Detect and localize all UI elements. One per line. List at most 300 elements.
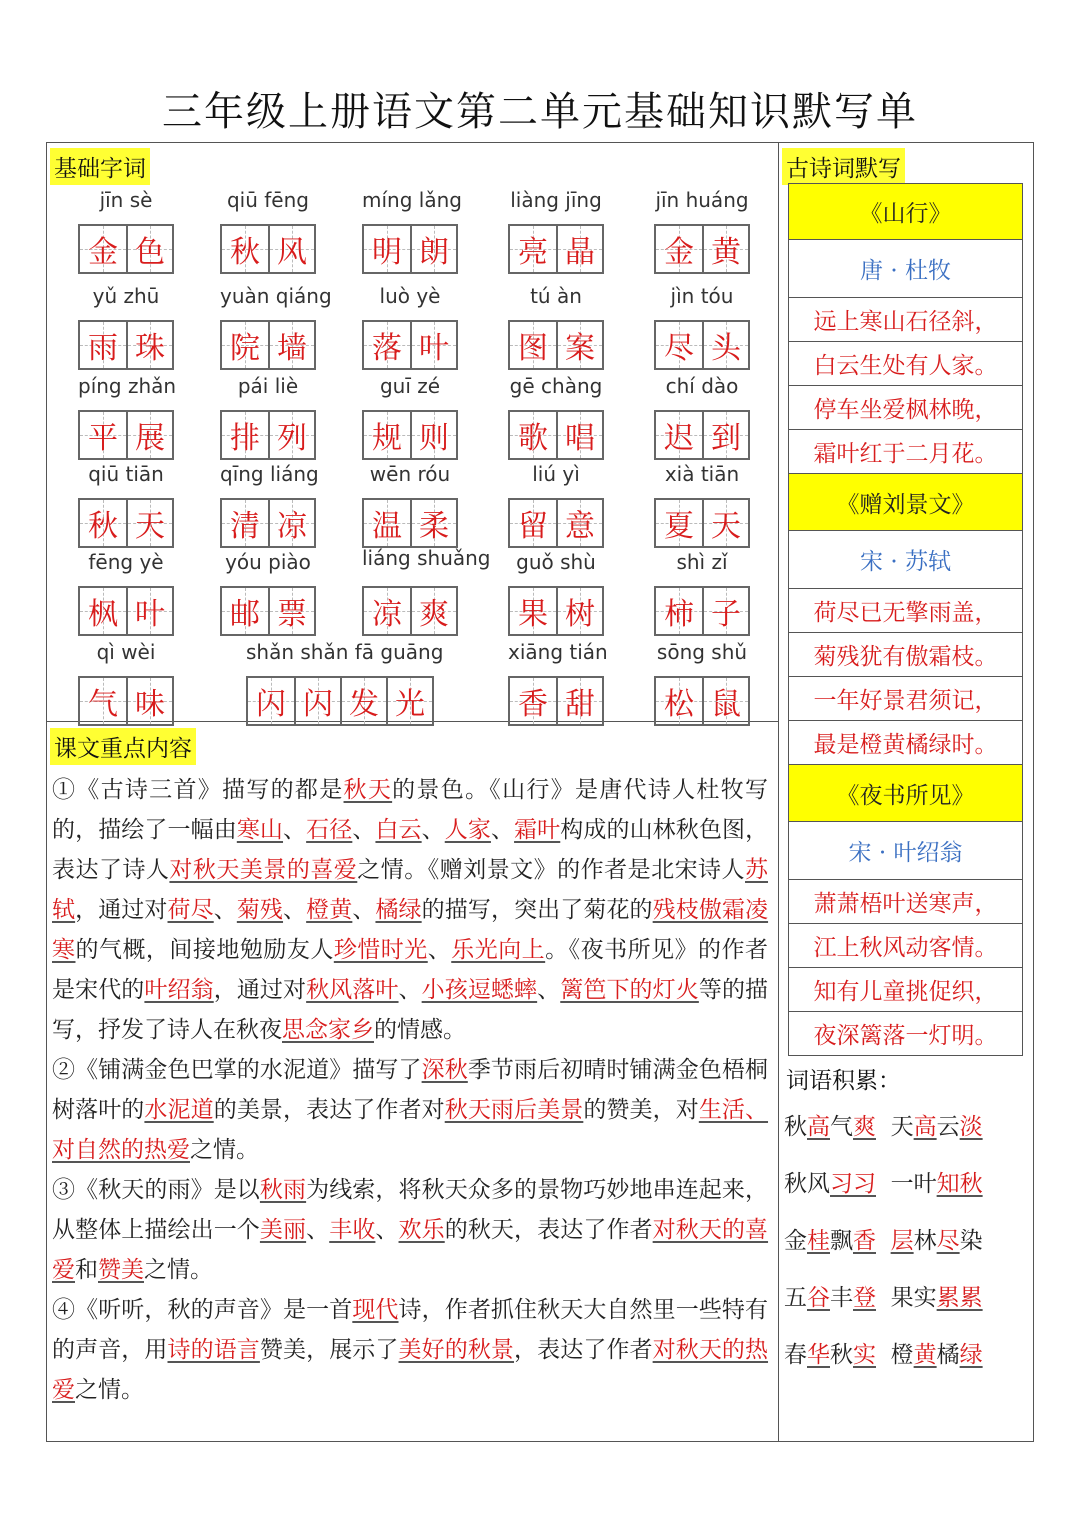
char-cell [656,500,702,546]
char-cell [364,588,410,634]
answer-text: 水泥道 [144,1097,214,1123]
char-text: 子 [711,597,741,632]
idiom-text: 秋 [784,1114,807,1140]
answer-text: 思念家乡 [282,1017,374,1043]
char-text: 色 [135,235,165,270]
content-text: ，通过对 [75,897,168,923]
char-text: 果 [518,597,548,632]
idiom-text: 橘 [936,1342,960,1368]
char-cell [364,412,410,458]
word-pinyin: luò yè [379,284,441,308]
char-cell [656,412,702,458]
char-cell [268,226,314,272]
answer-text: 尽 [936,1228,960,1254]
char-text: 凉 [277,509,307,544]
char-text: 展 [135,421,165,456]
answer-text: 高 [807,1114,830,1140]
word-pinyin: píng zhǎn [78,374,177,398]
char-cell [222,500,268,546]
char-cell [340,678,386,724]
poem-author: 宋 · 叶绍翁 [788,822,1023,880]
poem-line: 知有儿童挑促织， [788,968,1023,1012]
answer-text: 高 [913,1114,937,1140]
answer-text: 登 [853,1285,876,1311]
poem-line: 荷尽已无擎雨盖， [788,589,1023,633]
char-cell [656,588,702,634]
answer-text: 对秋天的热爱 [52,1337,769,1403]
char-cell [80,678,126,724]
answer-text: 爽 [853,1114,876,1140]
answer-text: 秋雨 [259,1177,307,1203]
content-text: 之情。 [144,1257,213,1283]
word-pinyin: qīng liáng [220,462,319,486]
answer-text: 深秋 [421,1057,468,1083]
poem-line: 江上秋风动客情。 [788,924,1023,968]
poem-line: 远上寒山石径斜， [788,298,1023,342]
poems-column [788,183,1023,1056]
answer-text: 石径 [306,817,353,843]
answer-text: 荷尽 [167,897,214,923]
answer-text: 人家 [444,817,491,843]
answer-text: 诗的语言 [167,1337,260,1363]
char-cell [222,588,268,634]
answer-text: 谷 [807,1285,830,1311]
accumulation-row [784,1222,983,1255]
char-cell [656,322,702,368]
char-cell [364,226,410,272]
word-boxes [220,498,316,548]
answer-text: 美丽 [259,1217,307,1243]
char-text: 图 [518,331,548,366]
char-text: 晶 [565,235,595,270]
word-pinyin: qiū fēng [226,188,309,212]
char-text: 意 [565,509,595,544]
accumulation-label: 词语积累： [786,1068,901,1094]
char-cell [702,678,748,724]
char-cell [80,412,126,458]
char-text: 留 [518,509,548,544]
idiom-text: 一叶 [876,1171,937,1197]
char-text: 尽 [664,331,694,366]
char-cell [126,500,172,546]
char-cell [126,322,172,368]
word-pinyin: fēng yè [88,550,164,574]
key-content [52,770,768,1410]
poem-line: 最是橙黄橘绿时。 [788,721,1023,765]
content-text: 、 [306,1217,330,1243]
content-text: 之情。 [75,1377,144,1403]
answer-text: 绿 [959,1342,983,1368]
content-text: 之情。 [190,1137,259,1163]
char-text: 叶 [419,331,449,366]
word-boxes [654,320,750,370]
word-pinyin: liàng jīng [510,188,602,212]
content-text: 、 [375,1217,399,1243]
char-text: 香 [518,687,548,722]
answer-text: 美好的秋景 [398,1337,515,1363]
answer-text: 累累 [936,1285,983,1311]
char-text: 平 [88,421,118,456]
char-cell [510,588,556,634]
char-cell [268,412,314,458]
char-text: 发 [349,687,379,722]
char-text: 唱 [565,421,595,456]
content-text: 和 [75,1257,98,1283]
content-paragraph [52,770,768,1050]
content-text: 的秋天，表达了作者 [444,1217,653,1243]
char-cell [80,500,126,546]
char-cell [702,322,748,368]
char-cell [656,226,702,272]
char-cell [222,322,268,368]
char-text: 墙 [277,331,307,366]
answer-text: 桂 [807,1228,830,1254]
char-text: 甜 [565,687,595,722]
word-pinyin: liú yì [532,462,580,486]
content-text: 之情。《赠刘景文》的作者是北宋诗人 [357,857,746,883]
answer-text: 对秋天的喜爱 [52,1217,769,1283]
idiom-text: 天 [876,1114,914,1140]
answer-text: 赞美 [98,1257,144,1283]
content-text: 、 [352,897,376,923]
content-text: 的美景，表达了作者对 [213,1097,445,1123]
char-cell [556,226,602,272]
answer-text: 生活、对自然的热爱 [52,1097,769,1163]
char-text: 风 [277,235,307,270]
char-cell [702,588,748,634]
content-text: 、 [421,817,445,843]
word-boxes [362,410,458,460]
poem-author: 唐 · 杜牧 [788,240,1023,298]
char-cell [556,500,602,546]
char-cell [510,322,556,368]
poem-line: 白云生处有人家。 [788,342,1023,386]
word-pinyin: xiāng tián [508,640,608,664]
content-text: ，通过对 [213,977,307,1003]
char-cell [410,500,456,546]
answer-text: 丰收 [329,1217,376,1243]
char-text: 头 [711,331,741,366]
word-pinyin: guī zé [379,374,441,398]
answer-text: 实 [853,1342,876,1368]
char-cell [556,588,602,634]
answer-text: 现代 [352,1297,399,1323]
idiom-text: 橙 [876,1342,914,1368]
word-boxes [362,586,458,636]
word-boxes [362,498,458,548]
char-cell [556,412,602,458]
char-cell [510,226,556,272]
word-boxes [508,676,604,726]
idiom-text: 五 [784,1285,807,1311]
word-boxes [362,320,458,370]
content-text: 。《夜书所见》的作者是宋代的 [52,937,769,1003]
char-cell [268,588,314,634]
char-cell [702,412,748,458]
word-boxes [78,224,174,274]
char-cell [80,226,126,272]
accumulation-row [784,1165,983,1198]
char-text: 金 [88,235,118,270]
char-cell [556,678,602,724]
answer-text: 层 [890,1228,914,1254]
content-text: 的情感。 [374,1017,466,1043]
char-text: 夏 [664,509,694,544]
answer-text: 篱笆下的灯火 [560,977,699,1003]
word-boxes [654,676,750,726]
char-text: 排 [230,421,260,456]
content-text: ，表达了作者 [514,1337,653,1363]
answer-text: 淡 [959,1114,983,1140]
char-cell [80,322,126,368]
char-text: 秋 [230,235,260,270]
answer-text: 欢乐 [398,1217,445,1243]
char-cell [702,226,748,272]
answer-text: 秋天雨后美景 [444,1097,584,1123]
char-text: 规 [372,421,402,456]
word-boxes [654,224,750,274]
content-text: ②《铺满金色巴掌的水泥道》描写了 [52,1057,422,1083]
char-text: 金 [664,235,694,270]
char-text: 凉 [372,597,402,632]
answer-text: 乐光向上 [451,937,546,963]
key-content-label: 课文重点内容 [50,728,196,765]
content-text: 、 [537,977,561,1003]
answer-text: 苏轼 [52,857,769,923]
char-text: 雨 [88,331,118,366]
char-cell [410,226,456,272]
content-text: ③《秋天的雨》是以 [52,1177,260,1203]
word-boxes [654,410,750,460]
word-pinyin: tú àn [530,284,582,308]
word-pinyin: shì zǐ [676,550,728,574]
answer-text: 橙黄 [306,897,353,923]
char-text: 松 [664,687,694,722]
char-text: 柿 [664,597,694,632]
word-boxes [78,410,174,460]
word-boxes [508,224,604,274]
char-cell [222,412,268,458]
word-boxes [508,320,604,370]
basic-words-label: 基础字词 [50,148,150,185]
poems-label: 古诗词默写 [782,148,905,185]
char-text: 到 [711,421,741,456]
answer-text: 习习 [830,1171,876,1197]
char-text: 闪 [256,687,286,722]
poem-line: 霜叶红于二月花。 [788,430,1023,474]
char-cell [410,322,456,368]
char-cell [656,678,702,724]
idiom-text: 金 [784,1228,807,1254]
char-text: 爽 [419,597,449,632]
content-text: ④《听听，秋的声音》是一首 [52,1297,353,1323]
char-cell [222,226,268,272]
word-boxes [508,410,604,460]
answer-text: 霜叶 [514,817,561,843]
content-text: 为线索，将秋天众多的景物巧妙地串连起来，从整体上描绘出一个 [52,1177,769,1243]
char-text: 票 [277,597,307,632]
char-cell [248,678,294,724]
char-text: 明 [372,235,402,270]
word-pinyin: yóu piào [225,550,311,574]
accumulation-row [784,1279,983,1312]
char-text: 气 [88,687,118,722]
char-text: 叶 [135,597,165,632]
char-text: 院 [230,331,260,366]
word-boxes [220,224,316,274]
content-paragraph [52,1050,768,1170]
idiom-text: 染 [959,1228,983,1254]
content-text: 赞美，展示了 [259,1337,399,1363]
answer-text: 对秋天美景的喜爱 [169,857,358,883]
char-cell [364,322,410,368]
word-boxes [220,320,316,370]
answer-text: 菊残 [236,897,284,923]
content-text: 、 [213,897,237,923]
char-text: 珠 [135,331,165,366]
idiom-text: 果实 [876,1285,937,1311]
poem-line: 停车坐爱枫林晚， [788,386,1023,430]
word-boxes [78,676,174,726]
poem-title: 《赠刘景文》 [788,474,1023,531]
char-text: 迟 [664,421,694,456]
answer-text: 小孩逗蟋蟀 [421,977,538,1003]
word-boxes [654,586,750,636]
char-text: 案 [565,331,595,366]
word-pinyin: chí dào [665,374,739,398]
char-text: 味 [135,687,165,722]
word-pinyin: qì wèi [96,640,156,664]
char-text: 清 [230,509,260,544]
accumulation-row [784,1336,983,1369]
content-text: ①《古诗三首》描写的都是 [52,777,344,803]
word-boxes [654,498,750,548]
answer-text: 秋风落叶 [306,977,399,1003]
answer-text: 残枝傲霜凌寒 [52,897,769,963]
poem-line: 菊残犹有傲霜枝。 [788,633,1023,677]
column-divider [778,142,779,1442]
char-cell [268,322,314,368]
char-text: 光 [395,687,425,722]
char-cell [126,226,172,272]
word-pinyin: sōng shǔ [656,640,748,664]
answer-text: 香 [853,1228,876,1254]
content-text: 、 [398,977,422,1003]
char-cell [126,588,172,634]
content-text: 诗，作者抓住秋天大自然里一些特有的声音，用 [52,1297,769,1363]
idiom-text: 云 [936,1114,960,1140]
char-cell [510,500,556,546]
answer-text: 白云 [375,817,422,843]
char-text: 列 [277,421,307,456]
char-text: 鼠 [711,687,741,722]
content-text: 、 [427,937,452,963]
answer-text: 珍惜时光 [333,937,428,963]
word-boxes [362,224,458,274]
char-text: 温 [372,509,402,544]
word-pinyin: gē chàng [509,374,603,398]
poem-line: 夜深篱落一灯明。 [788,1012,1023,1056]
idiom-text: 秋风 [784,1171,830,1197]
content-text: 的气概，间接地勉励友人 [75,937,334,963]
idiom-text: 秋 [830,1342,853,1368]
char-text: 枫 [88,597,118,632]
poem-line: 萧萧梧叶送寒声， [788,880,1023,924]
char-cell [126,678,172,724]
word-pinyin: shǎn shǎn fā guāng [246,640,444,664]
word-boxes [78,498,174,548]
content-text: 、 [352,817,376,843]
idiom-text: 春 [784,1342,807,1368]
char-text: 歌 [518,421,548,456]
word-pinyin: míng lǎng [362,188,462,212]
char-cell [410,588,456,634]
word-pinyin: yuàn qiáng [220,284,332,308]
word-boxes [246,676,434,726]
content-text: 季节雨后初晴时铺满金色梧桐树落叶的 [52,1057,769,1123]
char-cell [80,588,126,634]
char-cell [556,322,602,368]
char-cell [268,500,314,546]
word-boxes [78,320,174,370]
answer-text: 叶绍翁 [144,977,214,1003]
word-boxes [78,586,174,636]
content-text: 构成的山林秋色图，表达了诗人 [52,817,769,883]
char-text: 朗 [419,235,449,270]
char-cell [386,678,432,724]
answer-text: 华 [807,1342,830,1368]
char-text: 黄 [711,235,741,270]
char-text: 树 [565,597,595,632]
char-cell [126,412,172,458]
idiom-text: 丰 [830,1285,853,1311]
page-title: 三年级上册语文第二单元基础知识默写单 [162,89,918,135]
word-pinyin: liáng shuǎng [362,546,491,570]
word-pinyin: jìn tóu [670,284,734,308]
idiom-text: 飘 [830,1228,853,1254]
word-pinyin: guǒ shù [516,550,596,574]
char-text: 秋 [88,509,118,544]
char-cell [294,678,340,724]
char-text: 亮 [518,235,548,270]
char-text: 闪 [303,687,333,722]
word-boxes [220,586,316,636]
poem-title: 《夜书所见》 [788,765,1023,822]
idiom-text: 林 [913,1228,937,1254]
answer-text: 秋天 [343,777,393,803]
char-text: 柔 [419,509,449,544]
word-boxes [508,498,604,548]
word-pinyin: yǔ zhū [92,284,160,308]
char-cell [364,500,410,546]
answer-text: 知秋 [936,1171,983,1197]
accumulation-row [784,1108,983,1141]
word-pinyin: jīn huáng [655,188,749,212]
content-text: 、 [283,897,307,923]
content-paragraph [52,1290,768,1410]
poem-line: 一年好景君须记， [788,677,1023,721]
content-text: 的赞美，对 [583,1097,699,1123]
answer-text: 橘绿 [375,897,422,923]
word-pinyin: wēn róu [369,462,451,486]
answer-text: 寒山 [236,817,284,843]
char-cell [510,678,556,724]
char-cell [410,412,456,458]
char-cell [510,412,556,458]
word-pinyin: pái liè [237,374,299,398]
poem-title: 《山行》 [788,183,1023,240]
char-text: 则 [419,421,449,456]
